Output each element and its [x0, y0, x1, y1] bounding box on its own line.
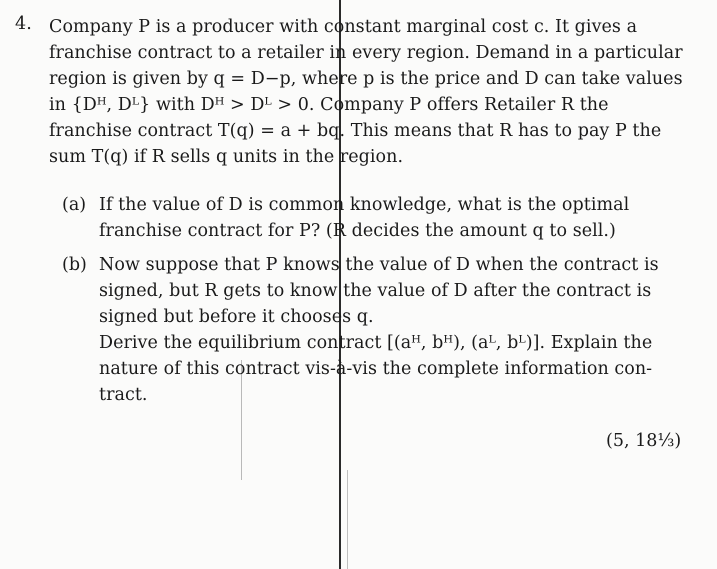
- part-line: franchise contract for P? (R decides the amount q to sell.): [99, 221, 616, 241]
- part-line: Now suppose that P knows the value of D when the contract is: [99, 255, 659, 275]
- part-line: tract.: [99, 385, 148, 405]
- intro-line: Company P is a producer with constant marginal cost c. It gives a: [49, 17, 638, 37]
- intro-line: sum T(q) if R sells q units in the region.: [49, 147, 404, 167]
- intro-line: region is given by q = D−p, where p is the price and D can take values: [49, 69, 683, 89]
- part-line: nature of this contract vis-à-vis the complete information con-: [99, 359, 653, 379]
- intro-line: franchise contract T(q) = a + bq. This means that R has to pay P the: [49, 121, 662, 141]
- marks-allocation: (5, 18⅓): [606, 431, 682, 451]
- question-intro: [49, 14, 683, 170]
- intro-line: in {Dᴴ, Dᴸ} with Dᴴ > Dᴸ > 0. Company P offers Retailer R the: [49, 95, 609, 115]
- part-line: Derive the equilibrium contract [(aᴴ, bᴴ), (aᴸ, bᴸ)]. Explain the: [99, 333, 653, 353]
- part-line: signed but before it chooses q.: [99, 307, 374, 327]
- question-number: 4.: [15, 14, 32, 34]
- part-body: [99, 252, 679, 408]
- intro-line: franchise contract to a retailer in every region. Demand in a particular: [49, 43, 683, 63]
- part-label: (b): [62, 255, 87, 275]
- part-body: [99, 192, 679, 244]
- part-line: If the value of D is common knowledge, what is the optimal: [99, 195, 630, 215]
- part-line: signed, but R gets to know the value of D after the contract is: [99, 281, 652, 301]
- scan-artifact-line: [347, 470, 348, 569]
- part-label: (a): [62, 195, 87, 215]
